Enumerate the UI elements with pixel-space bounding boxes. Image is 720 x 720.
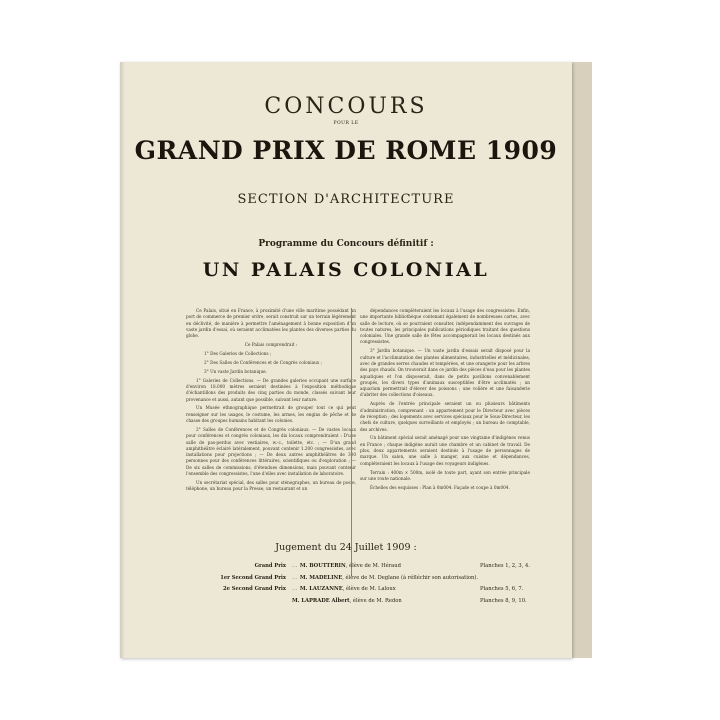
laureate-name: M. BOUTTERIN (299, 563, 346, 569)
planches: Planches 5, 6, 7. (480, 586, 524, 592)
laureate: … M. MADELINE, élève de M. Deglane (à réfléchir son autorisation). (292, 574, 479, 581)
title-concours: CONCOURS (264, 94, 428, 119)
list-item: 1° Des Galeries de Collections ; (204, 350, 272, 356)
paragraph: Ce Palais comprendrait : (244, 342, 298, 348)
laureate: … M. LAUZANNE, élève de M. Laloux (292, 586, 396, 592)
column-divider (351, 308, 352, 576)
paragraph: Ce Palais, situé en France, à proximité d'une ville maritime possédant un port de commerce de premier ordre, serait construit sur un terrain légèrement en déclivité, de manière à permettre l'aménagement à bonne exposition d'un vaste jardin d'essai, où seraient acclimatées les plantes des diverses parties du globe. (186, 308, 356, 339)
paragraph: Un Musée ethnographique permettrait de grouper tout ce qui peut renseigner sur les usages, le costume, les armes, les engins de pêche et de chasse des groupes humains habitant les colonies. (186, 405, 356, 424)
subject-title: UN PALAIS COLONIAL (202, 259, 490, 281)
list-item: 2° Des Salles de Conférences et de Congrès coloniaux ; (204, 359, 322, 365)
judgment-title: Jugement du 24 Juillet 1909 : (275, 542, 417, 553)
paragraph: Terrain : 400m × 500m, isolé de toute part, ayant son entrée principale sur une route nationale. (360, 469, 530, 481)
results-list (190, 563, 530, 609)
laureate-school: , élève de M. Deglane (à réfléchir son autorisation). (342, 574, 479, 581)
result-row (190, 598, 530, 610)
adjacent-page-edge (572, 62, 592, 658)
laureate-name: M. LAUZANNE (299, 586, 343, 592)
laureate-name: M. MADELINE (299, 574, 343, 581)
planches: Planches 8, 9, 10. (480, 597, 527, 604)
result-row (190, 586, 530, 598)
paragraph: Un secrétariat spécial, des salles pour sténographes, un bureau de poste, téléphone, un bureau pour la Presse, un restaurant et un (186, 479, 356, 492)
result-row (190, 563, 530, 575)
section-title: SECTION D'ARCHITECTURE (237, 192, 455, 207)
paragraph: 2° Salles de Conférences et de Congrès coloniaux. — De vastes locaux pour conférences et congrès coloniaux, les dix locaux comprendraient : D'une salle de pas-perdus avec vestiaires, w.-c., toilette, etc. ; — D'un grand amphithéâtre éclairé latéralement, pouvant contenir 1.200 congressistes, avec installations pour projections ; — De deux autres amphithéâtres de 300 personnes pour des conférences littéraires, scientifiques ou d'exploration ; — De six salles de commissions, d'étendues dimensions, mais pouvant contenir l'ensemble des congressistes, l'une d'elles avec installation de laboratoire. (186, 426, 356, 476)
paragraph: 3° Jardin botanique. — Un vaste jardin d'essais serait disposé pour la culture et l'acclimatation des plantes alimentaires, industrielles et médicinales, avec de grandes serres chaudes et tempérées, et une orangerie pour les arbres des pays chauds. On trouverait dans ce jardin des pièces d'eau pour les plantes aquatiques et l'on disposerait, dans de petits pavillons convenablement groupés, les divers types d'animaux susceptibles d'être acclimatés ; un aquarium permettrait d'élever des poissons ; une volière et une faisanderie d'abriter des collections d'oiseaux. (360, 348, 530, 398)
title-pour-le: POUR LE (333, 121, 359, 126)
paragraph: Auprès de l'entrée principale seraient un ou plusieurs bâtiments d'administration, comprenant : un appartement pour le Directeur avec pièces de réception ; des logements avec services spéciaux pour le Sous-Directeur, les chefs de culture, quelques surveillants et employés ; un bureau de comptable, des archives. (360, 401, 530, 432)
document-page (120, 62, 572, 658)
paragraph: Échelles des esquisses : Plan à 0m004. Façade et coupe à 0m004. (370, 484, 510, 490)
body-column-right (360, 308, 530, 578)
prize-label: 2e Second Grand Prix (222, 586, 286, 592)
result-row (190, 575, 530, 587)
prize-label: Grand Prix (254, 563, 286, 569)
paragraph: 1° Galeries de Collections. — De grandes galeries occupant une surface d'environ 18.000 mètres seraient destinées à l'exposition méthodique d'échantillons des produits des cinq parties du monde, classés suivant leur provenance et aussi, autant que possible, suivant leur nature. (186, 377, 356, 402)
list-item: 3° Un vaste Jardin botanique. (204, 368, 267, 374)
laureate-school: , élève de M. Redon (349, 597, 402, 604)
laureate: … M. BOUTTERIN, élève de M. Héraud (292, 563, 401, 569)
planches: Planches 1, 2, 3, 4. (480, 563, 530, 569)
laureate-school: , élève de M. Héraud (345, 563, 401, 569)
laureate-school: , élève de M. Laloux (342, 586, 396, 592)
laureate (292, 598, 482, 604)
laureate-name: M. LAPRADE Albert (292, 597, 350, 604)
title-grand-prix: GRAND PRIX DE ROME 1909 (134, 136, 558, 165)
paragraph: Un bâtiment spécial serait aménagé pour une vingtaine d'indigènes venus en France ; chaque indigène aurait une chambre et un cabinet de travail. De plus, deux appartements seraient destinés à l'usage de personnages de marque. Un salon, une salle à manger, aux cuisine et dépendances, compléteraient les locaux à l'usage des voyageurs indigènes. (360, 435, 530, 466)
paragraph: dépendances complèteraient les locaux à l'usage des congressistes. Enfin, une importante bibliothèque contenant également de nombreuses cartes, avec salle de lecture, où se pourraient consulter, indépendamment des ouvrages de toutes natures, les principales publications périodiques traitant des questions coloniales. Une grande salle de fêtes accompagnerait les locaux destinés aux congressistes. (360, 308, 530, 345)
programme-heading: Programme du Concours définitif : (258, 239, 434, 249)
prize-label: 1er Second Grand Prix (220, 574, 286, 581)
body-column-left (186, 308, 356, 578)
